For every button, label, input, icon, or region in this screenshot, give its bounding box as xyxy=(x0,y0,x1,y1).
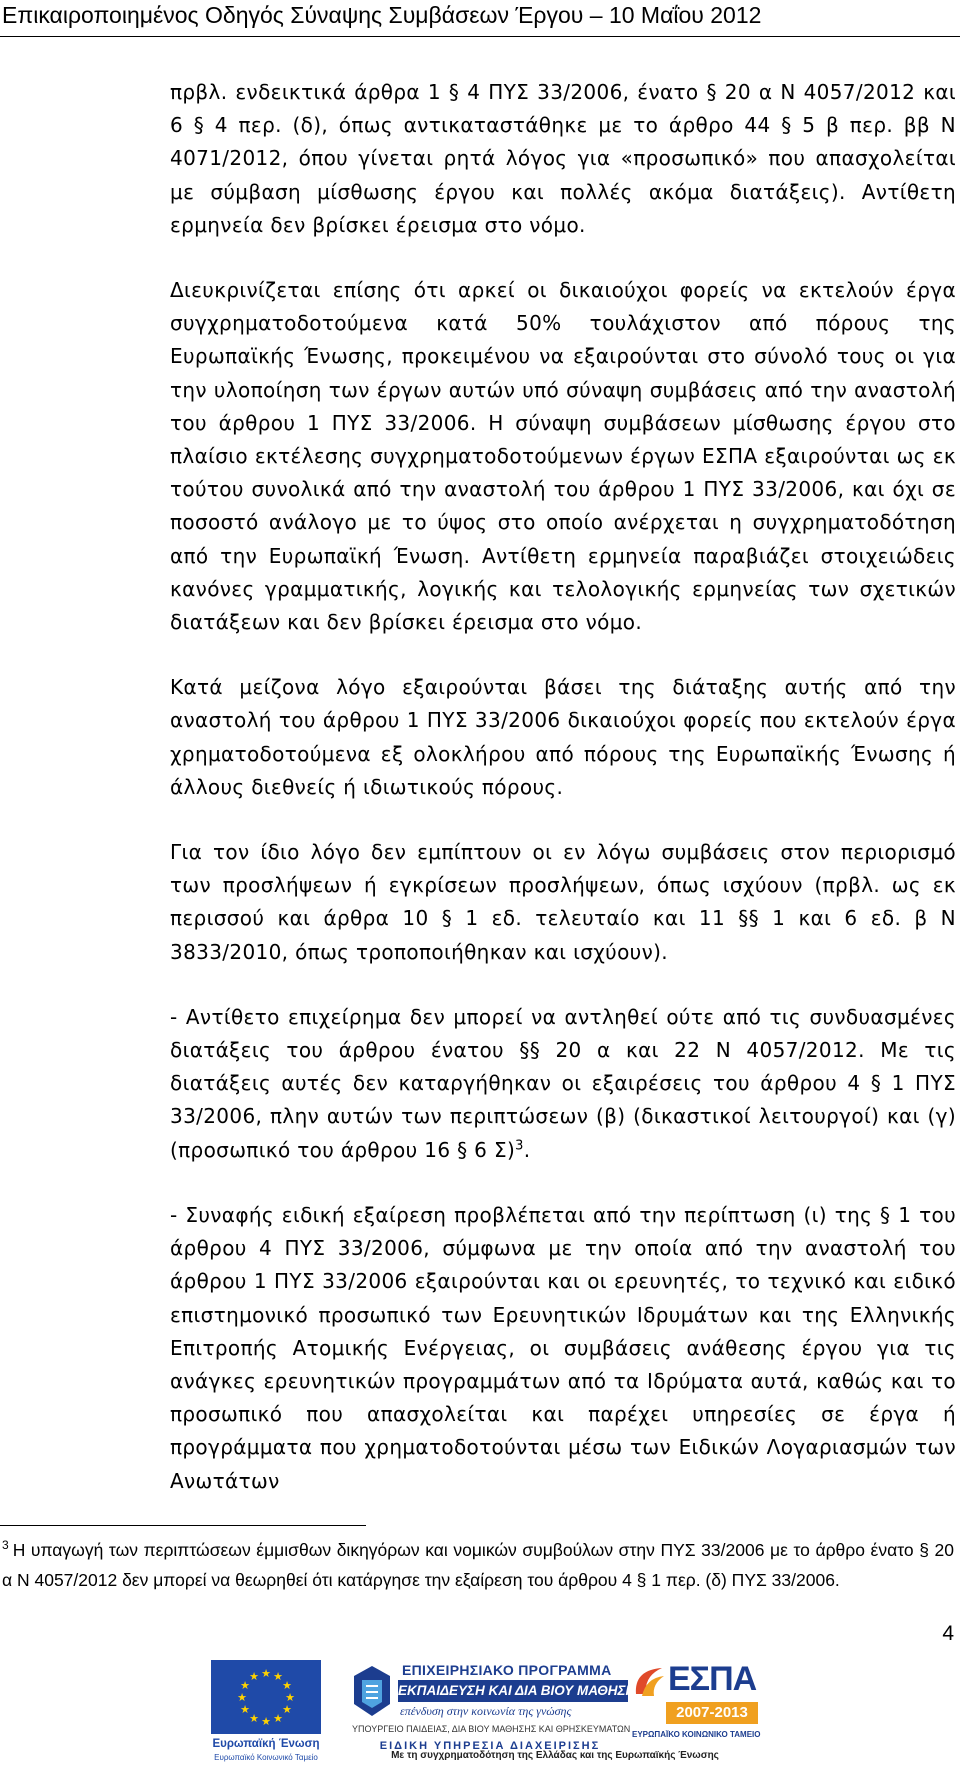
programme-title: ΕΠΙΧΕΙΡΗΣΙΑΚΟ ΠΡΟΓΡΑΜΜΑ xyxy=(402,1662,612,1678)
paragraph-3: Κατά μείζονα λόγο εξαιρούνται βάσει της διάταξης αυτής από την αναστολή του άρθρου 1 ΠΥΣ 33/2006 δικαιούχοι φορείς που εκτελούν έργα χρηματοδοτούμενα εξ ολοκλήρου από πόρους της Ευρωπαϊκής Ένωσης ή άλλους διεθνείς ή ιδιωτικούς πόρους. xyxy=(170,675,956,799)
espa-years: 2007-2013 xyxy=(666,1702,758,1724)
paragraph-5-end: . xyxy=(523,1137,531,1162)
svg-text:★: ★ xyxy=(285,1691,295,1704)
paragraph-2: Διευκρινίζεται επίσης ότι αρκεί οι δικαιούχοι φορείς να εκτελούν έργα συγχρηματοδοτούμενα κατά 50% τουλάχιστον από πόρους της Ευρωπαϊκής Ένωσης, προκειμένου να εξαιρούνται στο σύνολό τους οι για την υλοποίηση των έργων αυτών υπό σύναψη συμβάσεις από την αναστολή του άρθρου 1 ΠΥΣ 33/2006. Η σύναψη συμβάσεων μίσθωσης έργου στο πλαίσιο εκτέλεσης συγχρηματοδοτούμενων έργων ΕΣΠΑ εξαιρούνται ως εκ τούτου συνολικά από την αναστολή του άρθρου 1 ΠΥΣ 33/2006, και όχι σε ποσοστό ανάλογο με το ύψος στο οποίο ανέρχεται η συγχρηματοδότηση από την Ευρωπαϊκή Ένωση. Αντίθετη ερμηνεία παραβιάζει στοιχειώδεις κανόνες γραμματικής, λογικής και τελολογικής ερμηνείας των σχετικών διατάξεων και δεν βρίσκει έρεισμα στο νόμο. xyxy=(170,278,956,635)
page-number: 4 xyxy=(942,1622,954,1645)
paragraph-4: Για τον ίδιο λόγο δεν εμπίπτουν οι εν λόγω συμβάσεις στον περιορισμό των προσλήψεων ή εγκρίσεων προσλήψεων, όπως ισχύουν (πρβλ. ως εκ περισσού και άρθρα 10 § 1 εδ. τελευταίο και 11 §§ 1 και 6 εδ. β Ν 3833/2010, όπως τροποποιήθηκαν και ισχύουν). xyxy=(170,840,956,964)
eu-fund: Ευρωπαϊκό Κοινωνικό Ταμείο xyxy=(214,1753,318,1762)
espa-swirl-icon xyxy=(632,1664,666,1700)
footnote-separator xyxy=(0,1525,366,1526)
header-rule xyxy=(0,36,960,37)
footnote-reference[interactable]: 3 xyxy=(515,1138,524,1154)
paragraph-5 xyxy=(170,1001,956,1167)
eu-flag-icon xyxy=(211,1660,321,1734)
header-title: Επικαιροποιημένος Οδηγός Σύναψης Συμβάσεων Έργου – 10 Μαΐου 2012 xyxy=(2,2,762,28)
svg-text:★: ★ xyxy=(261,1715,271,1728)
programme-name: ΕΚΠΑΙΔΕΥΣΗ ΚΑΙ ΔΙΑ ΒΙΟΥ ΜΑΘΗΣΗ xyxy=(398,1680,628,1702)
espa-name: ΕΣΠΑ xyxy=(668,1660,757,1698)
svg-text:★: ★ xyxy=(282,1703,292,1716)
espa-logo xyxy=(632,1660,760,1746)
svg-text:★: ★ xyxy=(273,1712,283,1725)
eu-logo xyxy=(205,1660,327,1764)
footnote-number: 3 xyxy=(2,1538,9,1553)
main-text xyxy=(170,76,956,1530)
svg-text:★: ★ xyxy=(237,1691,247,1704)
running-header xyxy=(0,0,960,40)
svg-text:★: ★ xyxy=(240,1679,250,1692)
cofunding-statement: Με τη συγχρηματοδότηση της Ελλάδας και της Ευρωπαϊκής Ένωσης xyxy=(391,1750,719,1761)
paragraph-1: πρβλ. ενδεικτικά άρθρα 1 § 4 ΠΥΣ 33/2006, ένατο § 20 α Ν 4057/2012 και 6 § 4 περ. (δ), όπως αντικαταστάθηκε με το άρθρο 44 § 5 β περ. ββ Ν 4071/2012, όπου γίνεται ρητά λόγος για «προσωπικό» που απασχολείται με σύμβαση μίσθωσης έργου και πολλές ακόμα διατάξεις). Αντίθετη ερμηνεία δεν βρίσκει έρεισμα στο νόμο. xyxy=(170,80,956,237)
svg-text:★: ★ xyxy=(282,1679,292,1692)
paragraph-6: - Συναφής ειδική εξαίρεση προβλέπεται από την περίπτωση (ι) της § 1 του άρθρου 4 ΠΥΣ 33/2006, σύμφωνα με την οποία από την αναστολή του άρθρου 1 ΠΥΣ 33/2006 εξαιρούνται και οι ερευνητές, το τεχνικό και ειδικό επιστημονικό προσωπικό των Ερευνητικών Ιδρυμάτων και της Ελληνικής Επιτροπής Ατομικής Ενέργειας, οι συμβάσεις ανάθεσης έργου για τις ανάγκες ερευνητικών προγραμμάτων από τα Ιδρύματα αυτά, καθώς και το προσωπικό που απασχολείται και παρέχει υπηρεσίες σε έργα ή προγράμματα που χρηματοδοτούνται μέσω των Ειδικών Λογαριασμών των Ανωτάτων xyxy=(170,1202,956,1493)
espa-fund: ΕΥΡΩΠΑΪΚΟ ΚΟΙΝΩΝΙΚΟ ΤΑΜΕΙΟ xyxy=(632,1730,761,1739)
svg-text:★: ★ xyxy=(240,1703,250,1716)
svg-text:★: ★ xyxy=(249,1670,259,1683)
managing-authority: ΕΙΔΙΚΗ ΥΠΗΡΕΣΙΑ ΔΙΑΧΕΙΡΙΣΗΣ xyxy=(379,1740,601,1752)
footnote xyxy=(2,1535,954,1595)
programme-motto: επένδυση στην κοινωνία της γνώσης xyxy=(400,1704,572,1718)
svg-text:★: ★ xyxy=(261,1667,271,1680)
paragraph-5-text: - Αντίθετο επιχείρημα δεν μπορεί να αντληθεί ούτε από τις συνδυασμένες διατάξεις του άρθρου ένατου §§ 20 α και 22 Ν 4057/2012. Με τις διατάξεις αυτές δεν καταργήθηκαν οι εξαιρέσεις του άρθρου 4 § 1 ΠΥΣ 33/2006, πλην αυτών των περιπτώσεων (β) (δικαστικοί λειτουργοί) και (γ) (προσωπικό του άρθρου 16 § 6 Σ) xyxy=(170,1004,956,1162)
eu-name: Ευρωπαϊκή Ένωση xyxy=(212,1738,320,1750)
svg-text:★: ★ xyxy=(273,1670,283,1683)
eu-stars-icon xyxy=(211,1660,321,1734)
programme-icon xyxy=(352,1664,392,1718)
footnote-text: Η υπαγωγή των περιπτώσεων έμμισθων δικηγόρων και νομικών συμβούλων στην ΠΥΣ 33/2006 με το άρθρο ένατο § 20 α Ν 4057/2012 δεν μπορεί να θεωρηθεί ότι κατάργησε την εξαίρεση του άρθρου 4 § 1 περ. (δ) ΠΥΣ 33/2006. xyxy=(2,1540,954,1590)
svg-text:★: ★ xyxy=(249,1712,259,1725)
ministry-name: ΥΠΟΥΡΓΕΙΟ ΠΑΙΔΕΙΑΣ, ΔΙΑ ΒΙΟΥ ΜΑΘΗΣΗΣ ΚΑΙ ΘΡΗΣΚΕΥΜΑΤΩΝ xyxy=(352,1724,631,1734)
